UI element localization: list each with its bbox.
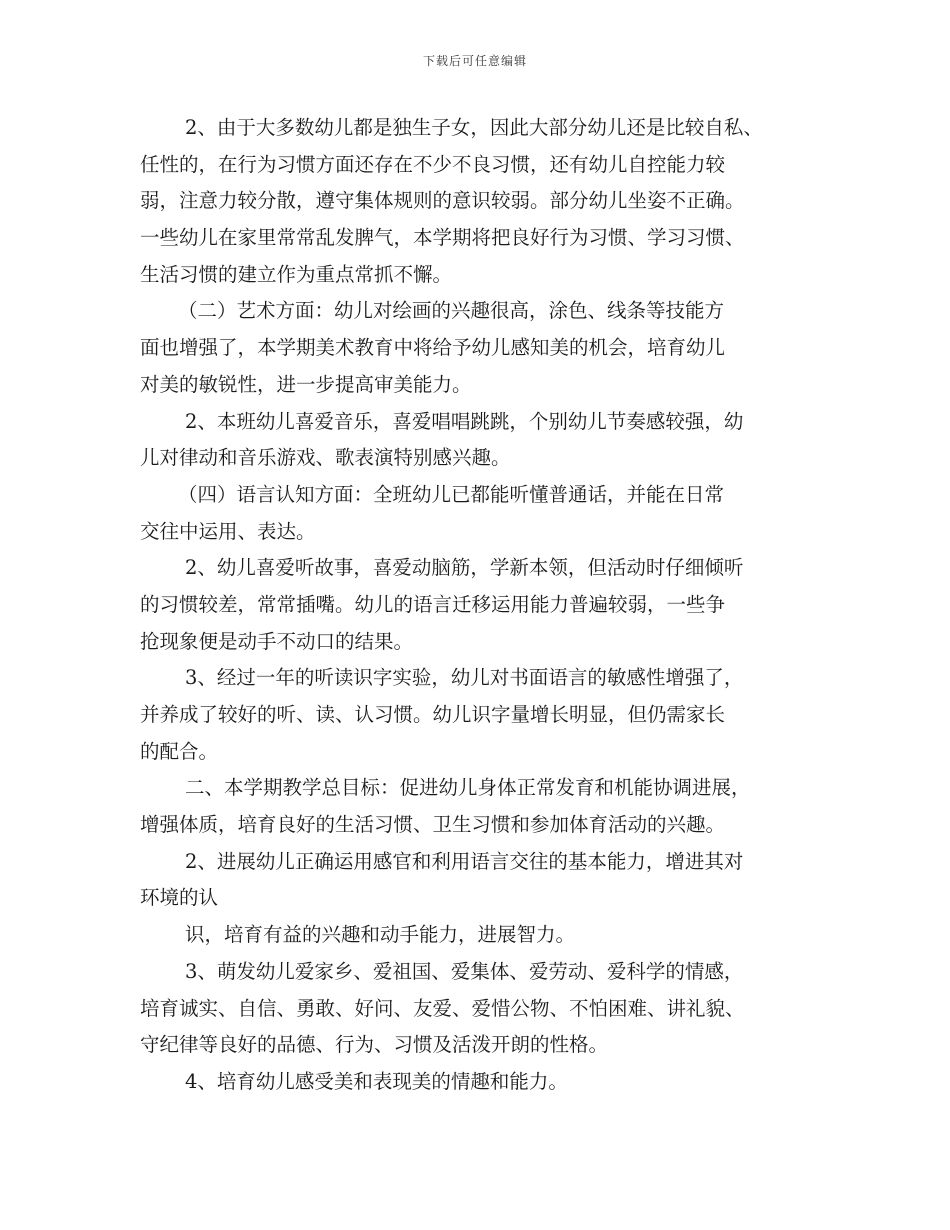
text-line: （二）艺术方面：幼儿对绘画的兴趣很高，涂色、线条等技能方 <box>178 299 725 323</box>
text-line: 4、培育幼儿感受美和表现美的情趣和能力。 <box>185 1069 568 1093</box>
text-line: 的习惯较差，常常插嘴。幼儿的语言迁移运用能力普遍较弱，一些争 <box>140 592 726 616</box>
text-line: 环境的认 <box>140 886 219 910</box>
text-line: 交往中运用、表达。 <box>140 519 316 543</box>
text-line: 增强体质，培育良好的生活习惯、卫生习惯和参加体育活动的兴趣。 <box>140 813 726 837</box>
text-line: 3、经过一年的听读识字实验，幼儿对书面语言的敏感性增强了， <box>185 666 744 690</box>
page-header: 下载后可任意编辑 <box>422 54 527 68</box>
text-line: 识，培育有益的兴趣和动手能力，进展智力。 <box>185 923 576 947</box>
text-line: 2、幼儿喜爱听故事，喜爱动脑筋，学新本领，但活动时仔细倾听 <box>185 556 744 580</box>
text-line: 任性的，在行为习惯方面还存在不少不良习惯，还有幼儿自控能力较 <box>140 152 726 176</box>
text-line: 2、由于大多数幼儿都是独生子女，因此大部分幼儿还是比较自私、 <box>185 116 763 139</box>
text-line: 2、进展幼儿正确运用感官和利用语言交往的基本能力，增进其对 <box>185 849 744 873</box>
text-line: （四）语言认知方面：全班幼儿已都能听懂普通话，并能在日常 <box>178 482 725 506</box>
text-line: 的配合。 <box>140 739 219 763</box>
text-line: 弱，注意力较分散，遵守集体规则的意识较弱。部分幼儿坐姿不正确。 <box>140 189 745 213</box>
text-line: 对美的敏锐性，进一步提高审美能力。 <box>140 372 472 396</box>
text-line: 生活习惯的建立作为重点常抓不懈。 <box>140 262 453 286</box>
text-line: 2、本班幼儿喜爱音乐，喜爱唱唱跳跳，个别幼儿节奏感较强，幼 <box>185 409 744 433</box>
text-line: 并养成了较好的听、读、认习惯。幼儿识字量增长明显，但仍需家长 <box>140 703 726 726</box>
text-line: 二、本学期教学总目标：促进幼儿身体正常发育和机能协调进展， <box>185 776 751 800</box>
text-line: 3、萌发幼儿爱家乡、爱祖国、爱集体、爱劳动、爱科学的情感， <box>185 959 744 983</box>
text-line: 抢现象便是动手不动口的结果。 <box>140 629 414 653</box>
text-line: 守纪律等良好的品德、行为、习惯及活泼开朗的性格。 <box>140 1033 609 1057</box>
text-line: 培育诚实、自信、勇敢、好问、友爱、爱惜公物、不怕困难、讲礼貌、 <box>140 996 745 1020</box>
text-line: 面也增强了，本学期美术教育中将给予幼儿感知美的机会，培育幼儿 <box>140 336 726 360</box>
text-line: 一些幼儿在家里常常乱发脾气，本学期将把良好行为习惯、学习习惯、 <box>140 226 745 250</box>
document-body <box>140 110 810 1101</box>
text-line: 儿对律动和音乐游戏、歌表演特别感兴趣。 <box>140 446 511 470</box>
